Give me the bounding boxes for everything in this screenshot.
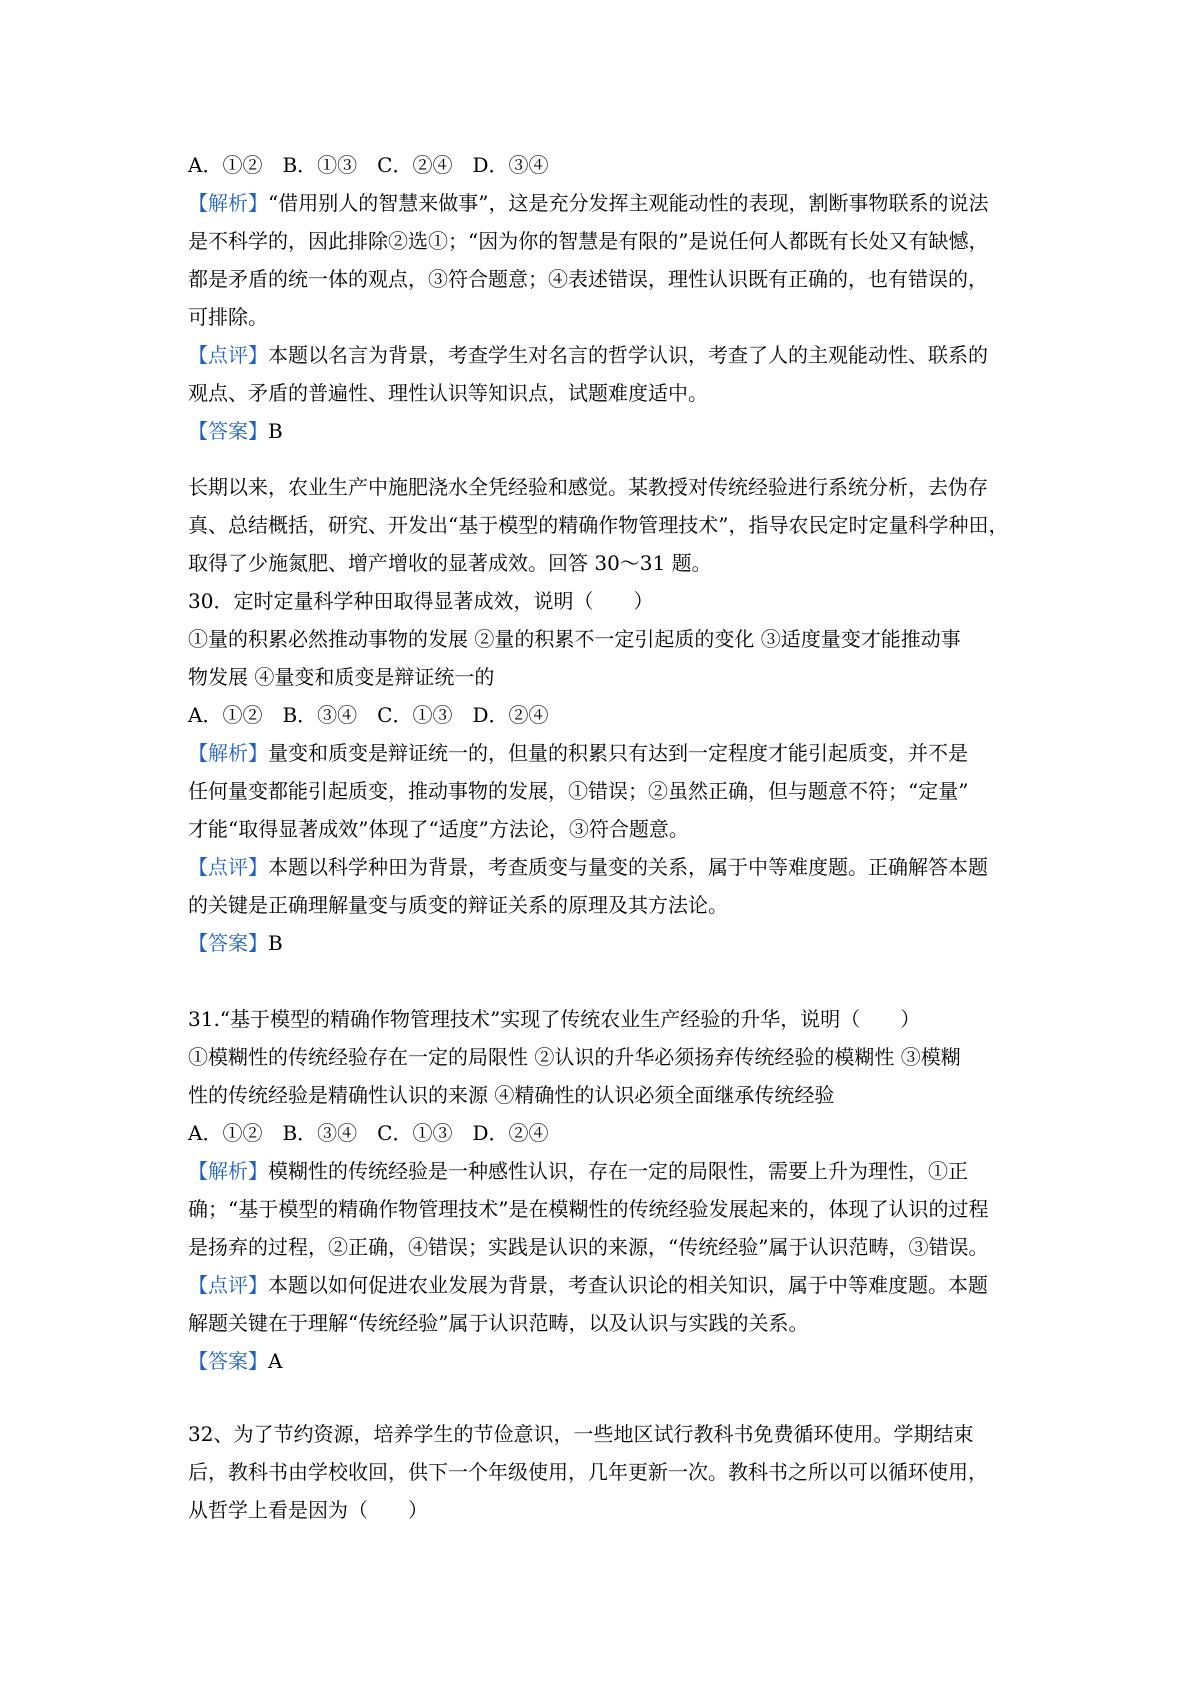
q30-analysis-line: 【解析】量变和质变是辩证统一的，但量的积累只有达到一定程度才能引起质变，并不是 — [188, 741, 968, 765]
q30-options: A．①② B．③④ C．①③ D．②④ — [188, 703, 549, 727]
q31-comment-line: 解题关键在于理解“传统经验”属于认识范畴，以及认识与实践的关系。 — [188, 1311, 809, 1335]
question-29-section — [188, 146, 1036, 450]
material-and-question-30 — [188, 468, 1036, 962]
comment-tag: 【点评】 — [188, 1273, 268, 1297]
analysis-tag: 【解析】 — [188, 741, 268, 765]
q32-stem-line: 32、为了节约资源，培养学生的节俭意识，一些地区试行教科书免费循环使用。学期结束 — [188, 1422, 974, 1446]
q31-statement-line: ①模糊性的传统经验存在一定的局限性 ②认识的升华必须扬弃传统经验的模糊性 ③模糊 — [188, 1045, 961, 1069]
answer-tag: 【答案】 — [188, 931, 268, 955]
q29-analysis-line: 都是矛盾的统一体的观点，③符合题意；④表述错误，理性认识既有正确的，也有错误的， — [188, 267, 988, 291]
q32-stem-line: 后，教科书由学校收回，供下一个年级使用，几年更新一次。教科书之所以可以循环使用， — [188, 1460, 988, 1484]
q30-statement-line: 物发展 ④量变和质变是辩证统一的 — [188, 665, 495, 689]
q31-options: A．①② B．③④ C．①③ D．②④ — [188, 1121, 549, 1145]
q29-answer: 【答案】B — [188, 419, 283, 443]
q29-options: A．①② B．①③ C．②④ D．③④ — [188, 153, 549, 177]
q31-statement-line: 性的传统经验是精确性认识的来源 ④精确性的认识必须全面继承传统经验 — [188, 1083, 835, 1107]
q29-analysis-line: 可排除。 — [188, 305, 268, 329]
q31-analysis-line: 【解析】模糊性的传统经验是一种感性认识，存在一定的局限性，需要上升为理性，①正 — [188, 1159, 968, 1183]
q30-comment-line: 的关键是正确理解量变与质变的辩证关系的原理及其方法论。 — [188, 893, 728, 917]
q31-analysis-line: 是扬弃的过程，②正确，④错误；实践是认识的来源，“传统经验”属于认识范畴，③错误。 — [188, 1235, 989, 1259]
q31-comment-line: 【点评】本题以如何促进农业发展为背景，考查认识论的相关知识，属于中等难度题。本题 — [188, 1273, 988, 1297]
question-32-section — [188, 1415, 1036, 1529]
q31-answer: 【答案】A — [188, 1349, 283, 1373]
q30-answer: 【答案】B — [188, 931, 283, 955]
q29-analysis-line: 是不科学的，因此排除②选①；“因为你的智慧是有限的”是说任何人都既有长处又有缺憾， — [188, 229, 989, 253]
q30-analysis-line: 任何量变都能引起质变，推动事物的发展，①错误；②虽然正确，但与题意不符；“定量” — [188, 779, 969, 803]
q29-comment-line: 【点评】本题以名言为背景，考查学生对名言的哲学认识，考查了人的主观能动性、联系的 — [188, 343, 988, 367]
analysis-tag: 【解析】 — [188, 191, 268, 215]
answer-tag: 【答案】 — [188, 1349, 268, 1373]
analysis-tag: 【解析】 — [188, 1159, 268, 1183]
comment-tag: 【点评】 — [188, 855, 268, 879]
q30-statement-line: ①量的积累必然推动事物的发展 ②量的积累不一定引起质的变化 ③适度量变才能推动事 — [188, 627, 961, 651]
answer-tag: 【答案】 — [188, 419, 268, 443]
question-31-section — [188, 1000, 1036, 1380]
q29-comment-line: 观点、矛盾的普遍性、理性认识等知识点，试题难度适中。 — [188, 381, 708, 405]
q30-comment-line: 【点评】本题以科学种田为背景，考查质变与量变的关系，属于中等难度题。正确解答本题 — [188, 855, 988, 879]
comment-tag: 【点评】 — [188, 343, 268, 367]
material-line: 真、总结概括，研究、开发出“基于模型的精确作物管理技术”，指导农民定时定量科学种田， — [188, 513, 1009, 537]
q30-stem: 30．定时定量科学种田取得显著成效，说明（ ） — [188, 589, 654, 613]
q29-analysis-line: 【解析】“借用别人的智慧来做事”，这是充分发挥主观能动性的表现，割断事物联系的说法 — [188, 191, 989, 215]
material-line: 长期以来，农业生产中施肥浇水全凭经验和感觉。某教授对传统经验进行系统分析，去伪存 — [188, 475, 988, 499]
q31-analysis-line: 确；“基于模型的精确作物管理技术”是在模糊性的传统经验发展起来的，体现了认识的过程 — [188, 1197, 989, 1221]
q32-stem-line: 从哲学上看是因为（ ） — [188, 1498, 428, 1522]
q30-analysis-line: 才能“取得显著成效”体现了“适度”方法论，③符合题意。 — [188, 817, 689, 841]
material-line: 取得了少施氮肥、增产增收的显著成效。回答 30～31 题。 — [188, 551, 712, 575]
q31-stem: 31.“基于模型的精确作物管理技术”实现了传统农业生产经验的升华，说明（ ） — [188, 1007, 921, 1031]
